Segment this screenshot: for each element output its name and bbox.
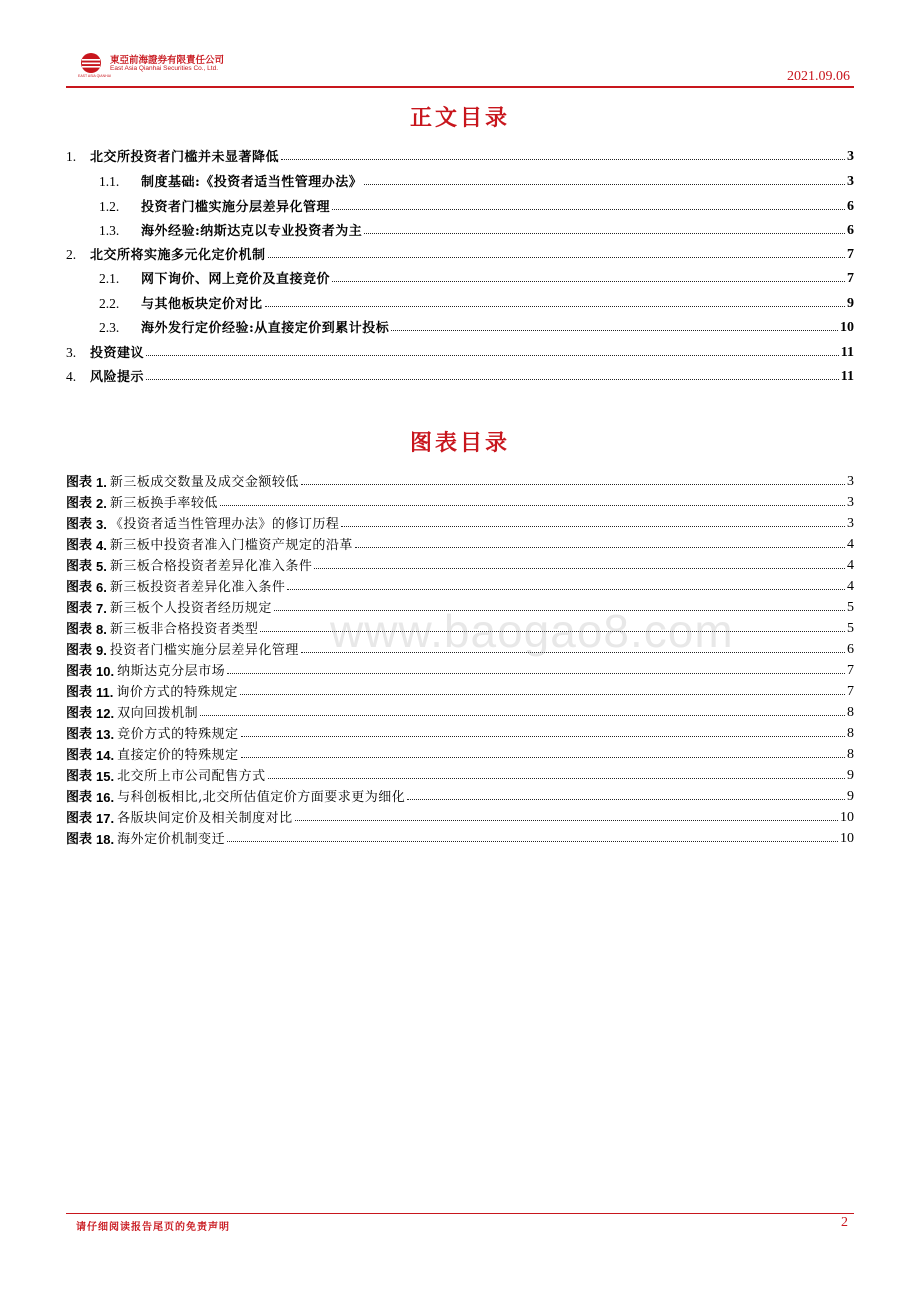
figure-entry-number: 6.	[96, 580, 107, 595]
figures-title: 图表目录	[409, 430, 510, 456]
toc-entry-title: 海外经验:纳斯达克以专业投资者为主	[141, 224, 363, 239]
figure-entry-page: 4	[847, 537, 854, 552]
figure-entry[interactable]	[66, 533, 854, 553]
dot-leader	[227, 672, 845, 674]
figure-entry-page: 10	[840, 831, 854, 846]
figure-entry-prefix: 图表	[66, 517, 93, 532]
toc-entry-page: 9	[847, 296, 854, 311]
figure-entry-title: 新三板非合格投资者类型	[109, 622, 259, 637]
figure-entry-prefix: 图表	[66, 685, 93, 700]
figure-entry-prefix: 图表	[66, 790, 93, 805]
figure-entry-page: 7	[847, 684, 854, 699]
figure-entry-number: 13.	[96, 727, 115, 742]
figure-entry-page: 9	[847, 789, 854, 804]
toc-entry-title: 北交所投资者门槛并未显著降低	[90, 150, 280, 165]
figure-entry-prefix: 图表	[66, 580, 93, 595]
dot-leader	[220, 504, 845, 506]
figure-entry-page: 5	[847, 621, 854, 636]
dot-leader	[241, 735, 845, 737]
figure-entry[interactable]	[66, 827, 854, 847]
figure-entry-title: 新三板合格投资者差异化准入条件	[109, 559, 313, 574]
page-number: 2	[841, 1215, 848, 1230]
figure-entry-page: 8	[847, 705, 854, 720]
figure-entry-prefix: 图表	[66, 769, 93, 784]
figure-entry-prefix: 图表	[66, 748, 93, 763]
figure-entry-prefix: 图表	[66, 643, 93, 658]
toc-entry-page: 3	[847, 174, 854, 189]
figure-entry-title: 投资者门槛实施分层差异化管理	[109, 643, 299, 658]
figure-entry-number: 7.	[96, 601, 107, 616]
figure-entry-title: 新三板个人投资者经历规定	[109, 601, 272, 616]
dot-leader	[240, 693, 845, 695]
dot-leader	[332, 208, 845, 210]
figure-entry[interactable]	[66, 701, 854, 721]
toc-entry-page: 7	[847, 271, 854, 286]
figure-entry-title: 海外定价机制变迁	[117, 832, 226, 847]
toc-entry-number: 1.1.	[99, 174, 120, 189]
figure-entry-number: 16.	[96, 790, 115, 805]
dot-leader	[281, 158, 845, 160]
dot-leader	[355, 546, 845, 548]
figure-entry[interactable]	[66, 806, 854, 826]
figure-entry-page: 4	[847, 579, 854, 594]
figure-entry-prefix: 图表	[66, 475, 93, 490]
figure-entry-prefix: 图表	[66, 811, 93, 826]
figure-entry-prefix: 图表	[66, 664, 93, 679]
figure-entry-page: 9	[847, 768, 854, 783]
figure-entry[interactable]	[66, 764, 854, 784]
dot-leader	[200, 714, 845, 716]
toc-entry-title: 北交所将实施多元化定价机制	[90, 248, 266, 263]
figure-entry-title: 新三板投资者差异化准入条件	[109, 580, 286, 595]
dot-leader	[146, 354, 839, 356]
figure-entry[interactable]	[66, 743, 854, 763]
logo-subtext: EAST ASIA QIANHAI	[78, 74, 112, 78]
toc-entry[interactable]	[99, 219, 854, 239]
toc-entry-page: 3	[847, 149, 854, 164]
toc-entry-number: 3.	[66, 345, 77, 360]
figure-entry-page: 8	[847, 726, 854, 741]
toc-entry-title: 海外发行定价经验:从直接定价到累计投标	[141, 321, 390, 336]
dot-leader	[265, 305, 845, 307]
toc-entry-number: 1.2.	[99, 199, 120, 214]
company-name-en: East Asia Qianhai Securities Co., Ltd.	[110, 65, 219, 72]
toc-entry[interactable]	[99, 195, 854, 215]
toc-entry[interactable]	[66, 341, 854, 361]
figure-entry-title: 双向回拨机制	[117, 706, 199, 721]
toc-entry[interactable]	[99, 316, 854, 336]
toc-entry-number: 4.	[66, 369, 77, 384]
toc-entry-page: 7	[847, 247, 854, 262]
figure-entry-number: 1.	[96, 475, 107, 490]
dot-leader	[241, 756, 845, 758]
toc-entry-number: 2.	[66, 247, 77, 262]
figure-entry-number: 4.	[96, 538, 107, 553]
dot-leader	[295, 819, 838, 821]
figure-entry-title: 直接定价的特殊规定	[117, 748, 239, 763]
figure-entry-page: 3	[847, 516, 854, 531]
figure-entry-page: 3	[847, 495, 854, 510]
figure-entry[interactable]	[66, 470, 854, 490]
figure-entry-prefix: 图表	[66, 538, 93, 553]
figure-entry-title: 竞价方式的特殊规定	[117, 727, 239, 742]
figure-entry-title: 与科创板相比,北交所估值定价方面要求更为细化	[117, 790, 406, 805]
toc-entry-number: 2.2.	[99, 296, 120, 311]
toc-entry-title: 投资者门槛实施分层差异化管理	[141, 200, 331, 215]
figure-entry-number: 2.	[96, 496, 107, 511]
figure-entry-title: 新三板成交数量及成交金额较低	[109, 475, 299, 490]
figure-entry-number: 18.	[96, 832, 115, 847]
company-name-cn: 東亞前海證券有限責任公司	[110, 55, 225, 66]
company-logo-icon	[80, 52, 102, 74]
figure-entry-title: 纳斯达克分层市场	[117, 664, 226, 679]
header-divider	[66, 86, 854, 88]
toc-entry-number: 1.	[66, 149, 77, 164]
figure-entry-title: 各版块间定价及相关制度对比	[117, 811, 293, 826]
figure-entry-page: 3	[847, 474, 854, 489]
dot-leader	[364, 183, 845, 185]
dot-leader	[332, 280, 845, 282]
dot-leader	[227, 840, 838, 842]
toc-entry[interactable]	[99, 170, 854, 190]
figure-entry-prefix: 图表	[66, 601, 93, 616]
toc-entry[interactable]	[66, 365, 854, 385]
figure-entry-title: 询价方式的特殊规定	[116, 685, 238, 700]
figure-entry[interactable]	[66, 785, 854, 805]
dot-leader	[268, 777, 845, 779]
figure-entry-prefix: 图表	[66, 622, 93, 637]
figure-entry-number: 9.	[96, 643, 107, 658]
toc-entry[interactable]	[99, 292, 854, 312]
figure-entry-number: 11.	[96, 685, 114, 700]
figure-entry-prefix: 图表	[66, 559, 93, 574]
figure-entry[interactable]	[66, 491, 854, 511]
figure-entry-number: 17.	[96, 811, 115, 826]
figure-entry-title: 新三板换手率较低	[109, 496, 218, 511]
figure-entry-page: 5	[847, 600, 854, 615]
figure-entry[interactable]	[66, 554, 854, 574]
toc-title: 正文目录	[409, 105, 510, 131]
toc-entry-page: 11	[840, 369, 854, 384]
toc-entry-number: 2.3.	[99, 320, 120, 335]
dot-leader	[287, 588, 845, 590]
toc-entry-page: 6	[847, 199, 854, 214]
figure-entry-title: 北交所上市公司配售方式	[117, 769, 266, 784]
figure-entry-title: 《投资者适当性管理办法》的修订历程	[109, 517, 340, 532]
figure-entry[interactable]	[66, 575, 854, 595]
toc-entry[interactable]	[66, 145, 854, 165]
figure-entry-page: 7	[847, 663, 854, 678]
toc-entry-number: 1.3.	[99, 223, 120, 238]
figure-entry-title: 新三板中投资者准入门槛资产规定的沿革	[109, 538, 353, 553]
toc-entry-title: 制度基础:《投资者适当性管理办法》	[141, 175, 363, 190]
figure-entry-number: 10.	[96, 664, 115, 679]
toc-entry-title: 与其他板块定价对比	[141, 297, 263, 312]
toc-entry[interactable]	[99, 267, 854, 287]
figure-entry-number: 3.	[96, 517, 107, 532]
figure-entry[interactable]	[66, 680, 854, 700]
figure-entry-number: 14.	[96, 748, 115, 763]
dot-leader	[314, 567, 845, 569]
figure-entry-prefix: 图表	[66, 832, 93, 847]
figure-entry-number: 8.	[96, 622, 107, 637]
figure-entry-page: 10	[840, 810, 854, 825]
figure-entry[interactable]	[66, 512, 854, 532]
figure-entry[interactable]	[66, 659, 854, 679]
toc-entry-page: 11	[840, 345, 854, 360]
figure-entry-page: 4	[847, 558, 854, 573]
dot-leader	[341, 525, 845, 527]
dot-leader	[146, 378, 839, 380]
toc-entry-title: 风险提示	[90, 370, 145, 385]
figure-entry-number: 15.	[96, 769, 115, 784]
toc-entry-number: 2.1.	[99, 271, 120, 286]
disclaimer-note: 请仔细阅读报告尾页的免责声明	[76, 1222, 230, 1233]
figure-entry-page: 6	[847, 642, 854, 657]
footer-divider	[66, 1213, 854, 1214]
figure-entry-prefix: 图表	[66, 496, 93, 511]
figure-entry-prefix: 图表	[66, 706, 93, 721]
dot-leader	[407, 798, 845, 800]
toc-entry-title: 网下询价、网上竞价及直接竞价	[141, 272, 331, 287]
toc-entry-page: 10	[840, 320, 854, 335]
figure-entry-number: 12.	[96, 706, 115, 721]
dot-leader	[301, 483, 845, 485]
watermark: www.baogao8.com	[330, 605, 734, 657]
figure-entry-prefix: 图表	[66, 727, 93, 742]
dot-leader	[391, 329, 838, 331]
report-date: 2021.09.06	[787, 69, 850, 84]
figure-entry-page: 8	[847, 747, 854, 762]
figure-entry-number: 5.	[96, 559, 107, 574]
toc-entry[interactable]	[66, 243, 854, 263]
figure-entry[interactable]	[66, 722, 854, 742]
toc-entry-title: 投资建议	[90, 346, 145, 361]
dot-leader	[364, 232, 845, 234]
toc-entry-page: 6	[847, 223, 854, 238]
dot-leader	[268, 256, 845, 258]
page-header	[66, 48, 854, 90]
